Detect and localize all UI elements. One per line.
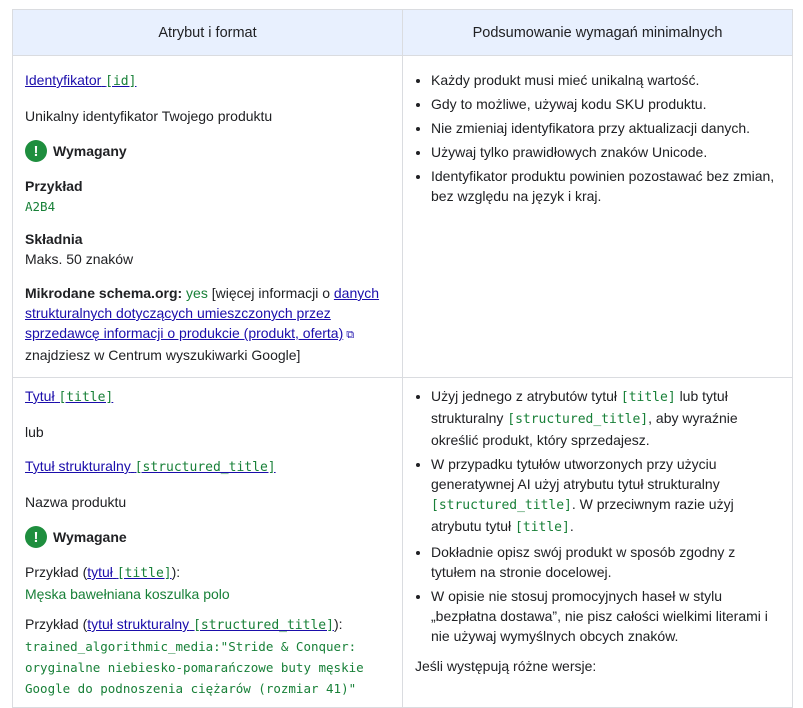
- attribute-spec-table: [12, 9, 793, 708]
- header-minimum-requirements: Podsumowanie wymagań minimalnych: [403, 10, 793, 56]
- structured-data-link[interactable]: danych strukturalnych dotyczących umieszczonych przez sprzedawcę informacji o produkcie (produkt, oferta): [25, 285, 380, 341]
- structured-title-link[interactable]: Tytuł strukturalny [structured_title]: [25, 458, 276, 475]
- id-requirements-list: [415, 70, 780, 206]
- example-title-value: Męska bawełniana koszulka polo: [25, 586, 230, 602]
- requirements-cell-title: [403, 378, 793, 708]
- syntax-label: Składnia: [25, 231, 83, 247]
- list-item: • W przypadku tytułów utworzonych przy użyciu generatywnej AI użyj atrybutu tytuł strukturalny [structured_title]. W przeciwnym razie użyj atrybutu tytuł [title].: [431, 454, 780, 538]
- title-description: Nazwa produktu: [25, 494, 127, 510]
- list-item: • Gdy to możliwe, używaj kodu SKU produktu.: [431, 94, 780, 114]
- title-attribute-link[interactable]: Tytuł [title]: [25, 388, 114, 405]
- list-item: • W opisie nie stosuj promocyjnych haseł w stylu „bezpłatna dostawa”, nie pisz całości wielkimi literami i nie używaj wymyślnych obcych znaków.: [431, 586, 780, 646]
- example-structured-value-line2: oryginalne niebiesko-pomarańczowe buty męskie: [25, 660, 364, 675]
- example-structured-value-line1: trained_algorithmic_media:"Stride & Conquer:: [25, 639, 357, 654]
- list-item: • Używaj tylko prawidłowych znaków Unicode.: [431, 142, 780, 162]
- table-row-id: [13, 56, 793, 378]
- table-header-row: [13, 10, 793, 56]
- example-structured-value-line3: Google do podnoszenia ciężarów (rozmiar 41)": [25, 681, 357, 696]
- example-title-link[interactable]: tytuł [title]: [87, 564, 172, 581]
- title-requirements-list: [415, 386, 780, 646]
- versions-text: Jeśli występują różne wersje:: [415, 658, 597, 674]
- microdata-yes: yes: [186, 285, 208, 301]
- attribute-cell-title: Tytuł [title] lub Tytuł strukturalny [structured_title] Nazwa produktu ! Wymagane Przykład (tytuł [title]): Męska bawełniana koszulka polo Przykład (tytuł strukturalny [structured_title]): trained_algorithmic_media:"Stride & Conquer: oryginalne niebiesko-pomarańczowe buty męskie Google do podnoszenia ciężarów (rozmiar 41)": [13, 378, 403, 708]
- microdata-label: Mikrodane schema.org:: [25, 285, 183, 301]
- attribute-cell-id: Identyfikator [id] Unikalny identyfikator Twojego produktu ! Wymagany Przykład A2B4 Składnia Maks. 50 znaków Mikrodane schema.org: yes [więcej informacji o danych strukturalnych dotyczących umieszczonych przez sprzedawcę informacji o produkcie (produkt, oferta) ⧉ znajdziesz w Centrum wyszukiwarki Google]: [13, 56, 403, 378]
- list-item: • Każdy produkt musi mieć unikalną wartość.: [431, 70, 780, 90]
- list-item: • Użyj jednego z atrybutów tytuł [title] lub tytuł strukturalny [structured_title], aby wyraźnie określić produkt, który sprzedajesz.: [431, 386, 780, 450]
- list-item: • Dokładnie opisz swój produkt w sposób zgodny z tytułem na stronie docelowej.: [431, 542, 780, 582]
- or-text: lub: [25, 424, 44, 440]
- required-badge: ! Wymagane: [25, 526, 390, 548]
- example-value: A2B4: [25, 199, 56, 214]
- example-label: Przykład: [25, 178, 83, 194]
- exclamation-circle-icon: !: [25, 140, 47, 162]
- id-attribute-link[interactable]: Identyfikator [id]: [25, 72, 137, 89]
- exclamation-circle-icon: !: [25, 526, 47, 548]
- list-item: • Nie zmieniaj identyfikatora przy aktualizacji danych.: [431, 118, 780, 138]
- example-structured-title-link[interactable]: tytuł strukturalny [structured_title]: [87, 616, 334, 633]
- requirements-cell-id: [403, 56, 793, 378]
- table-row-title: [13, 378, 793, 708]
- list-item: • Identyfikator produktu powinien pozostawać bez zmian, bez względu na język i kraj.: [431, 166, 780, 206]
- id-description: Unikalny identyfikator Twojego produktu: [25, 108, 273, 124]
- header-attribute-format: Atrybut i format: [13, 10, 403, 56]
- syntax-value: Maks. 50 znaków: [25, 251, 134, 267]
- external-link-icon: ⧉: [346, 329, 355, 341]
- required-badge: ! Wymagany: [25, 140, 390, 162]
